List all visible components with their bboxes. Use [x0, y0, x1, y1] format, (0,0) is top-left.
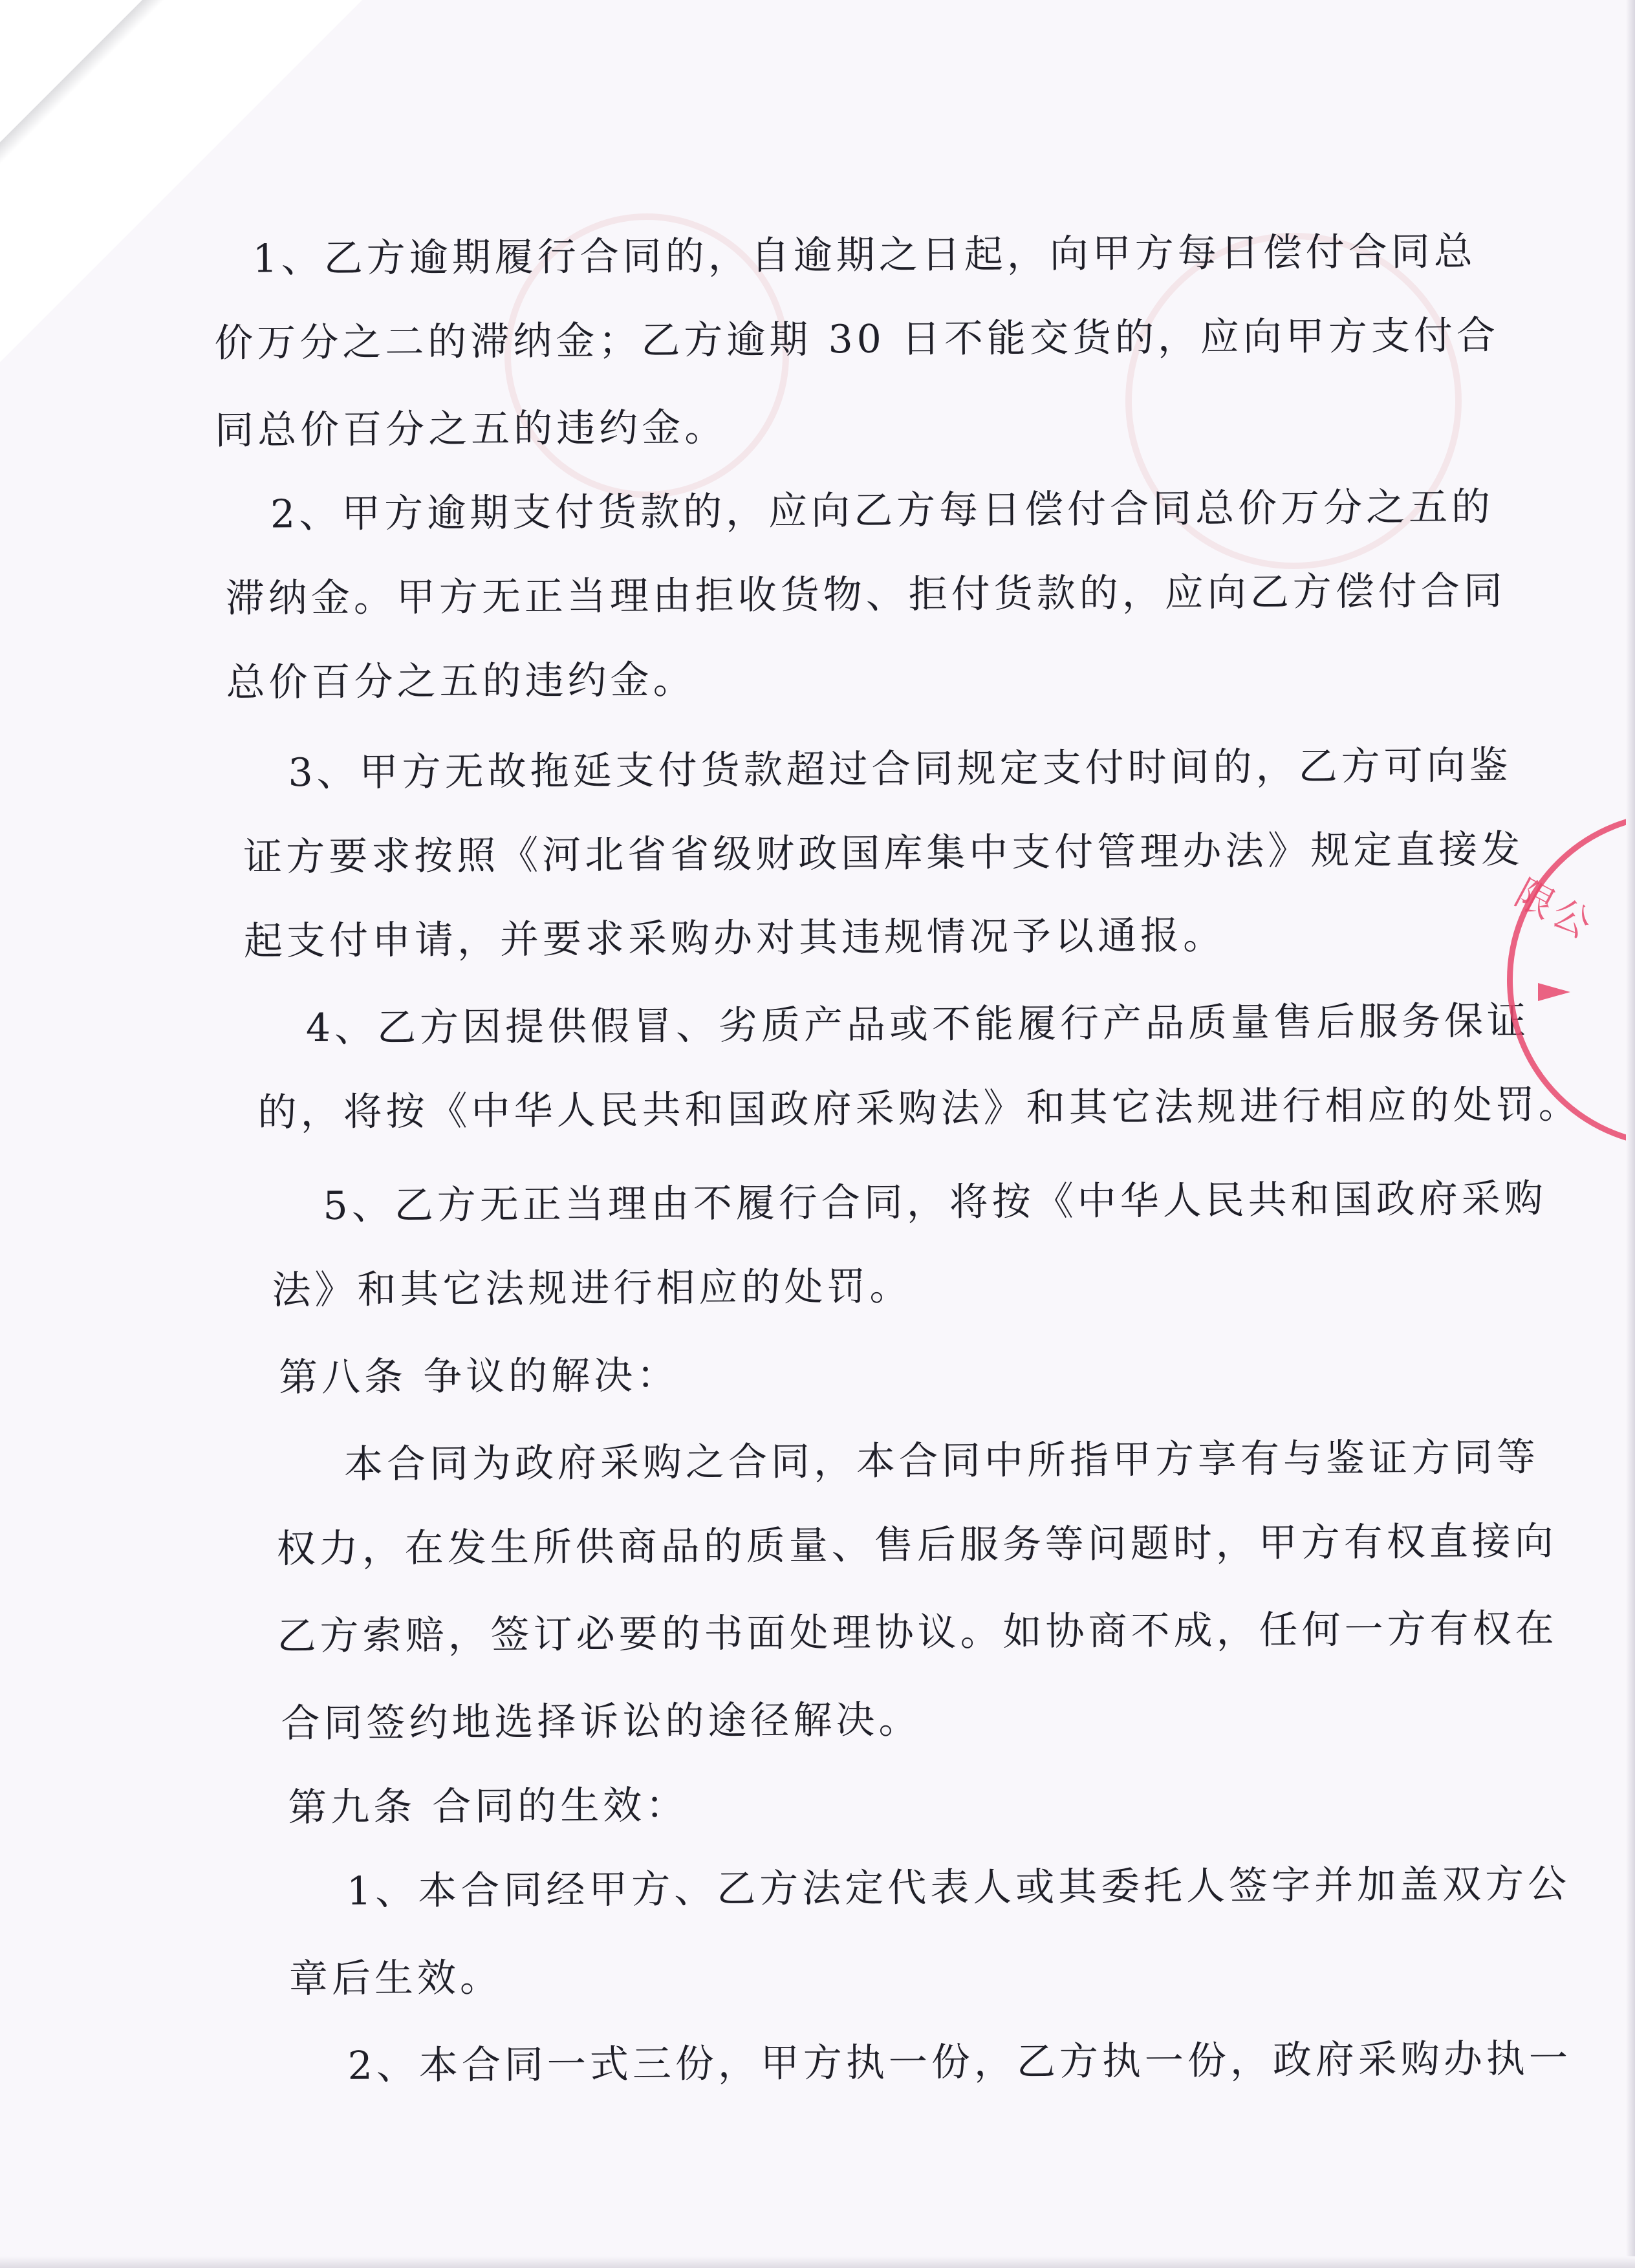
penalty-3-line: 起支付申请，并要求采购办对其违规情况予以通报。	[243, 913, 1226, 964]
article-9-heading-line: 第九条 合同的生效：	[288, 1782, 689, 1831]
penalty-2-line: 滞纳金。甲方无正当理由拒收货物、拒付货款的，应向乙方偿付合同	[225, 568, 1507, 621]
penalty-1-line: 价万分之二的滞纳金；乙方逾期 30 日不能交货的，应向甲方支付合	[214, 312, 1500, 366]
penalty-4-line: 4、乙方因提供假冒、劣质产品或不能履行产品质量售后服务保证	[305, 998, 1530, 1052]
seal-flag-mark	[1538, 983, 1570, 1001]
folded-corner	[0, 0, 362, 362]
penalty-3-line: 3、甲方无故拖延支付货款超过合同规定支付时间的，乙方可向鉴	[288, 742, 1512, 796]
company-seal-text: 限公	[1508, 870, 1602, 949]
page-edge-bottom	[0, 2256, 1635, 2268]
penalty-2-line: 总价百分之五的违约金。	[226, 657, 696, 706]
page-edge-right	[1626, 0, 1635, 2268]
penalty-1-line: 同总价百分之五的违约金。	[215, 405, 728, 453]
article-8-body-line: 权力，在发生所供商品的质量、售后服务等问题时，甲方有权直接向	[276, 1518, 1557, 1572]
penalty-4-line: 的，将按《中华人民共和国政府采购法》和其它法规进行相应的处罚。	[257, 1082, 1581, 1136]
penalty-5-line: 法》和其它法规进行相应的处罚。	[272, 1264, 913, 1313]
effect-2-line: 2、本合同一式三份，甲方执一份，乙方执一份，政府采购办执一	[347, 2036, 1572, 2089]
penalty-2-line: 2、甲方逾期支付货款的，应向乙方每日偿付合同总价万分之五的	[270, 484, 1495, 537]
penalty-3-line: 证方要求按照《河北省省级财政国库集中支付管理办法》规定直接发	[243, 826, 1524, 880]
article-8-heading-line: 第八条 争议的解决：	[278, 1352, 680, 1401]
article-8-body-line: 乙方索赔，签订必要的书面处理协议。如协商不成，任何一方有权在	[277, 1606, 1558, 1659]
article-8-body-line: 合同签约地选择诉讼的途径解决。	[281, 1697, 922, 1747]
penalty-5-line: 5、乙方无正当理由不履行合同，将按《中华人民共和国政府采购	[323, 1176, 1547, 1229]
article-8-body-line: 本合同为政府采购之合同，本合同中所指甲方享有与鉴证方同等	[343, 1434, 1540, 1487]
effect-1-line: 章后生效。	[288, 1955, 503, 2002]
effect-1-line: 1、本合同经甲方、乙方法定代表人或其委托人签字并加盖双方公	[346, 1861, 1571, 1914]
penalty-1-line: 1、乙方逾期履行合同的，自逾期之日起，向甲方每日偿付合同总	[252, 229, 1477, 282]
